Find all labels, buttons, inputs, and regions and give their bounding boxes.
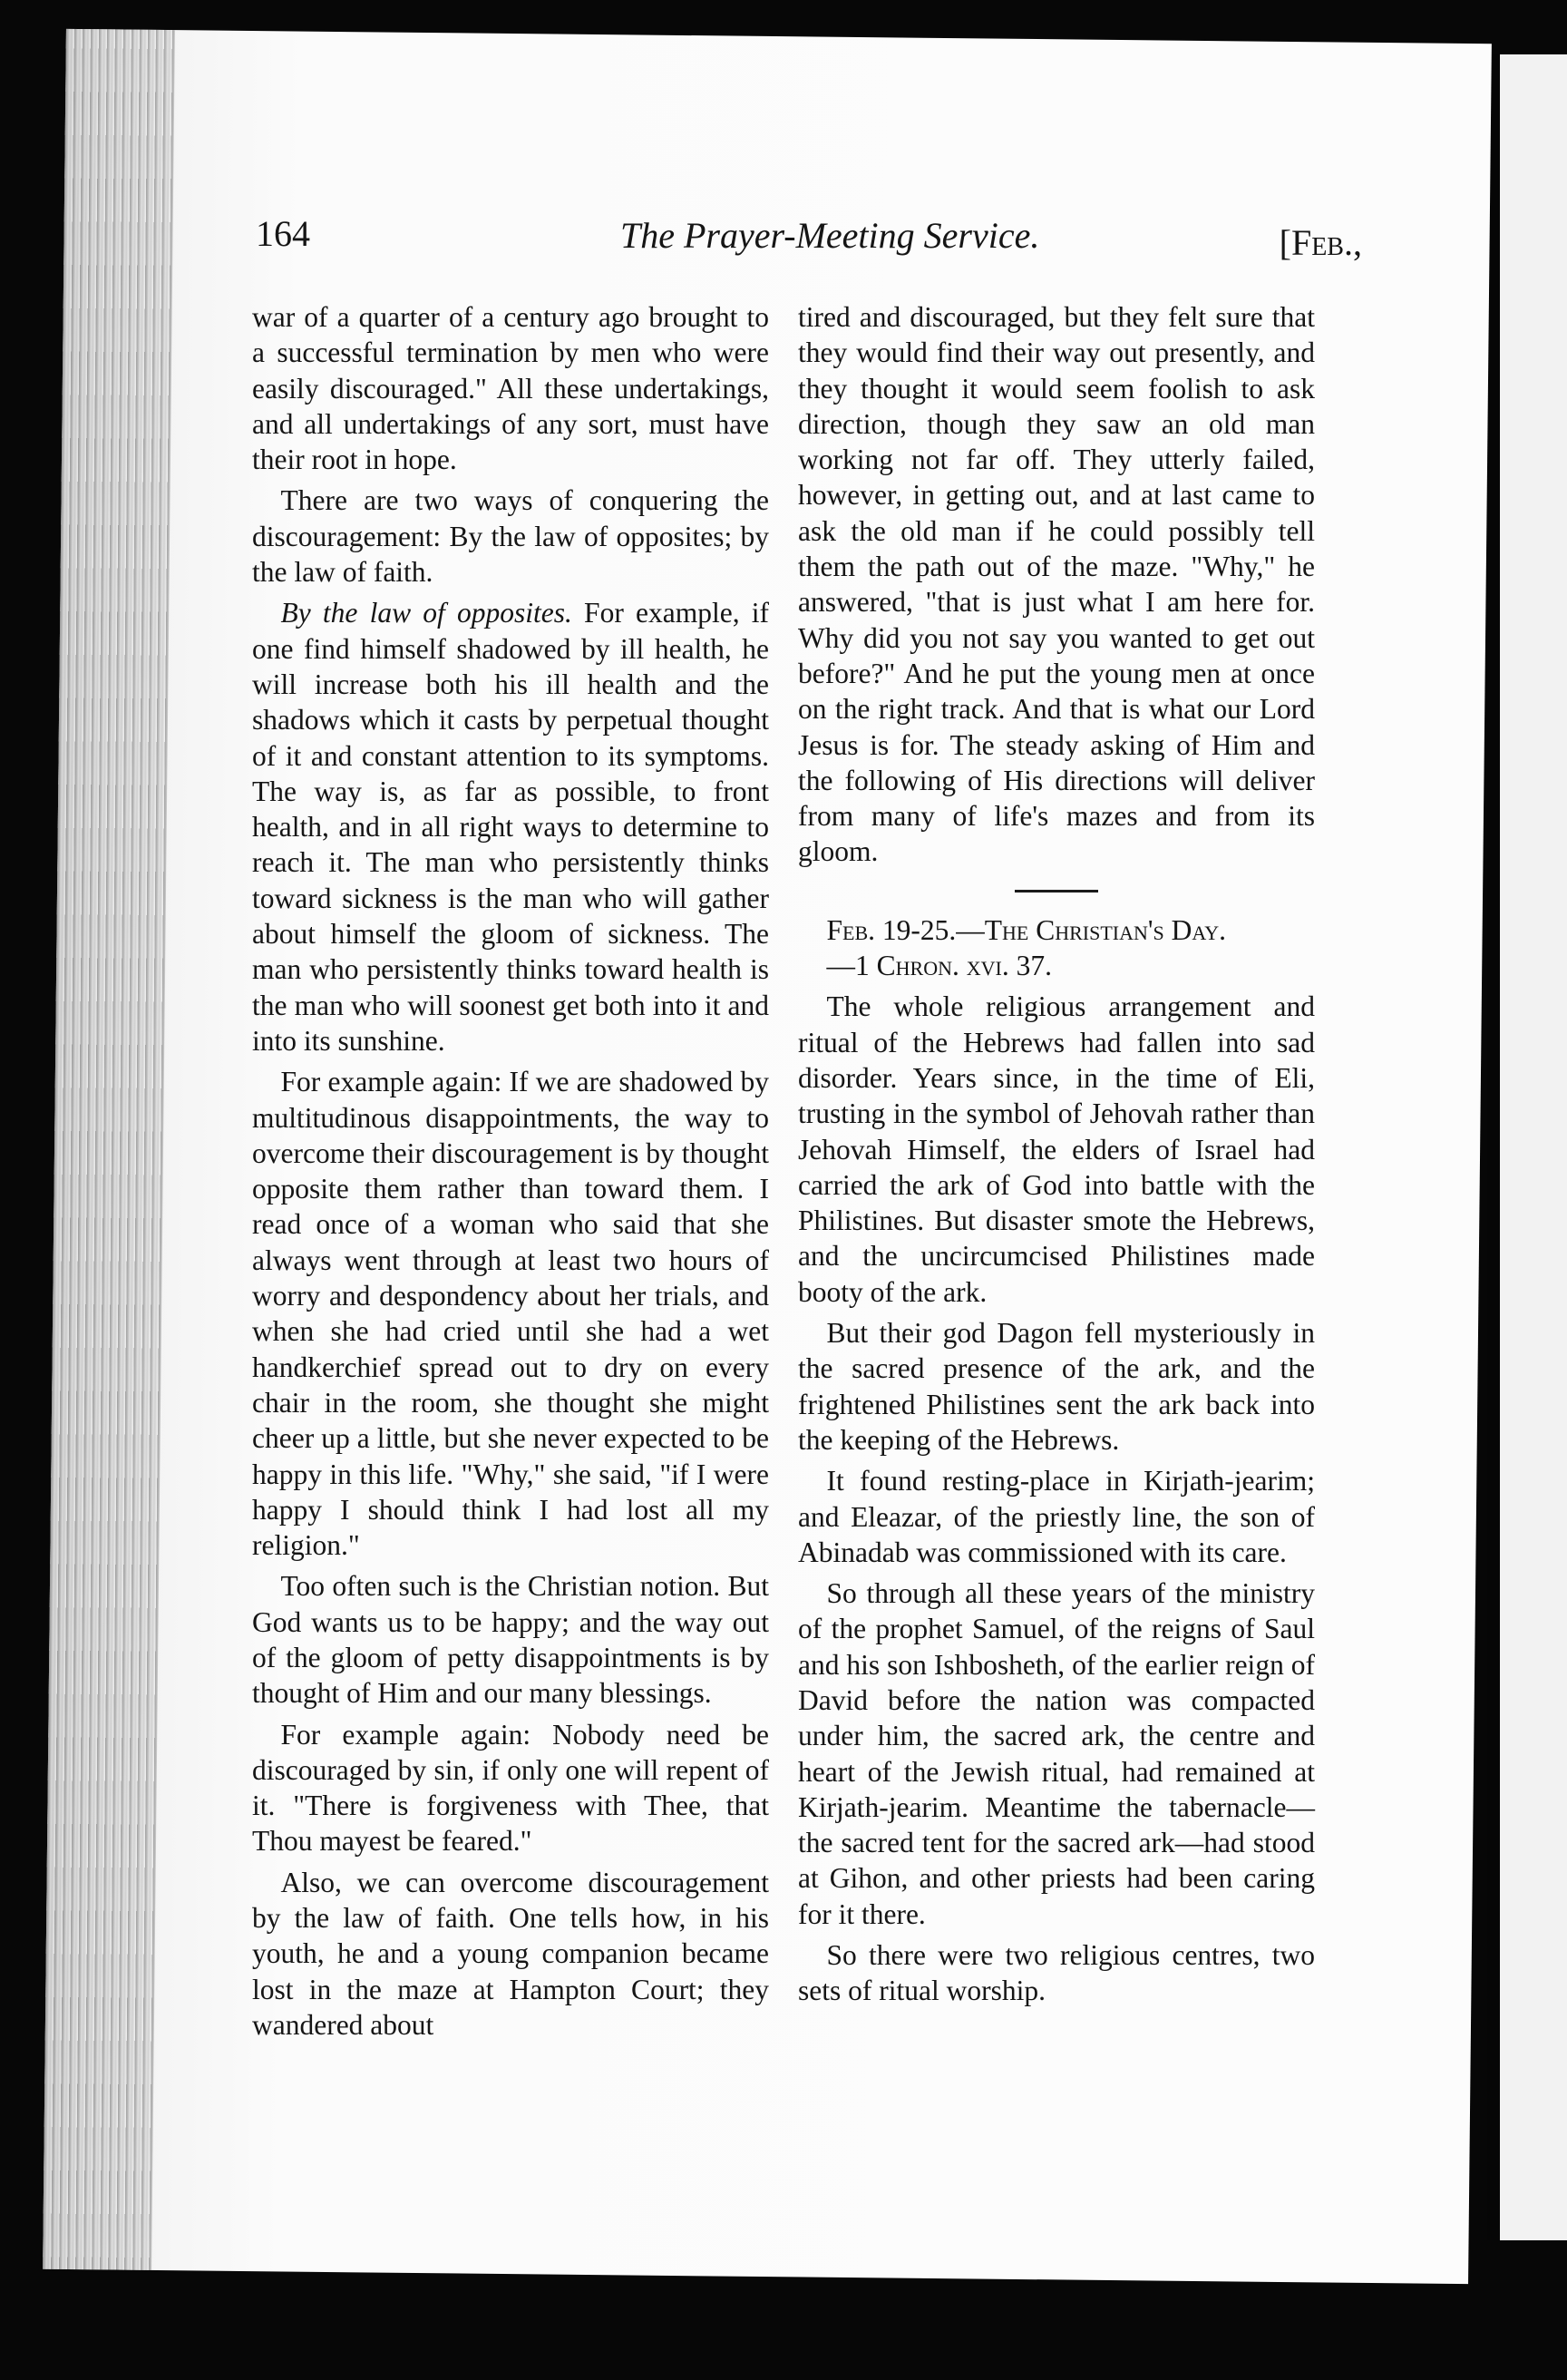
scripture-reference: —1 Chron. xvi. 37. — [826, 950, 1052, 982]
section-divider — [1015, 890, 1098, 892]
paragraph: So through all these years of the ministry of the prophet Samuel, of the reigns of Saul and his son Ishbosheth, of the earlier reign of David before the nation was compacted under him, the sacred ark, the centre and heart of the Jewish ritual, had remained at Kirjath-jearim. Meantime the tabernacle—the sacred tent for the sacred ark—had stood at Gihon, and other priests had been caring for it there. — [798, 1577, 1315, 1930]
page-edge-stack — [43, 29, 175, 2270]
paragraph: But their god Dagon fell mysteriously in the sacred presence of the ark, and the frightened Philistines sent the ark back into the keeping of the Hebrews. — [798, 1317, 1315, 1456]
lesson-title: Feb. 19-25.—The Christian's Day. — [826, 913, 1227, 946]
paragraph: There are two ways of conquering the discouragement: By the law of opposites; by the law of faith. — [252, 484, 769, 589]
running-title: The Prayer-Meeting Service. — [620, 215, 1040, 256]
lesson-heading — [798, 912, 1315, 984]
paragraph: Too often such is the Christian notion. But God wants us to be happy; and the way out of the gloom of petty disappointments is by thought of Him and our many blessings. — [252, 1570, 769, 1710]
italic-lead: By the law of opposites. — [280, 597, 572, 629]
right-column — [798, 299, 1315, 2009]
paragraph-text: For example, if one find himself shadowed by ill health, he will increase both his ill health and the shadows which it casts by perpetual thought of it and constant attention to its symptoms. The way is, as far as possible, to front health, and in all right ways to determine to reach it. The man who persistently thinks toward sickness is the man who will gather about himself the gloom of sickness. The man who persistently thinks toward health is the man who will soonest get both into it and into its sunshine. — [252, 597, 769, 1057]
left-column — [252, 299, 769, 2043]
paragraph: Also, we can overcome discouragement by the law of faith. One tells how, in his youth, he and a young companion became lost in the maze at Hampton Court; they wandered about — [252, 1866, 769, 2041]
header-month: [Feb., — [1279, 222, 1362, 263]
page-number: 164 — [256, 213, 310, 254]
paragraph: The whole religious arrangement and ritual of the Hebrews had fallen into sad disorder. Years since, in the time of Eli, trusting in the symbol of Jehovah rather than Jehovah Himself, the elders of Israel had carried the ark of God into battle with the Philistines. But disaster smote the Hebrews, and the uncircumcised Philistines made booty of the ark. — [798, 990, 1315, 1308]
running-header — [256, 200, 1362, 272]
paragraph: It found resting-place in Kirjath-jearim; and Eleazar, of the priestly line, the son of Abinadab was commissioned with its care. — [798, 1465, 1315, 1568]
paragraph — [252, 595, 769, 1058]
paragraph: war of a quarter of a century ago brought to a successful termination by men who were easily discouraged." All these undertakings, and all undertakings of any sort, must have their root in hope. — [252, 301, 769, 476]
paragraph: tired and discouraged, but they felt sure that they would find their way out presently, and they thought it would seem foolish to ask direction, though they saw an old man working not far off. They utterly failed, however, in getting out, and at last came to ask the old man if he could possibly tell them the path out of the maze. "Why," he answered, "that is just what I am here for. Why did you not say you wanted to get out before?" And he put the young men at once on the right track. And that is what our Lord Jesus is for. The steady asking of Him and the following of His directions will deliver from many of life's mazes and from its gloom. — [798, 301, 1315, 868]
paragraph: For example again: Nobody need be discouraged by sin, if only one will repent of it. "There is forgiveness with Thee, that Thou mayest be feared." — [252, 1718, 769, 1858]
paragraph: For example again: If we are shadowed by multitudinous disappointments, the way to overcome their discouragement is by thought opposite them rather than toward them. I read once of a woman who said that she always went through at least two hours of worry and despondency about her trials, and when she had cried until she had a wet handkerchief spread out to dry on every chair in the room, she thought she might cheer up a little, but she never expected to be happy in this life. "Why," she said, "if I were happy I should think I had lost all my religion." — [252, 1066, 769, 1562]
facing-page-edge — [1487, 54, 1567, 2240]
paragraph: So there were two religious centres, two sets of ritual worship. — [798, 1939, 1315, 2007]
